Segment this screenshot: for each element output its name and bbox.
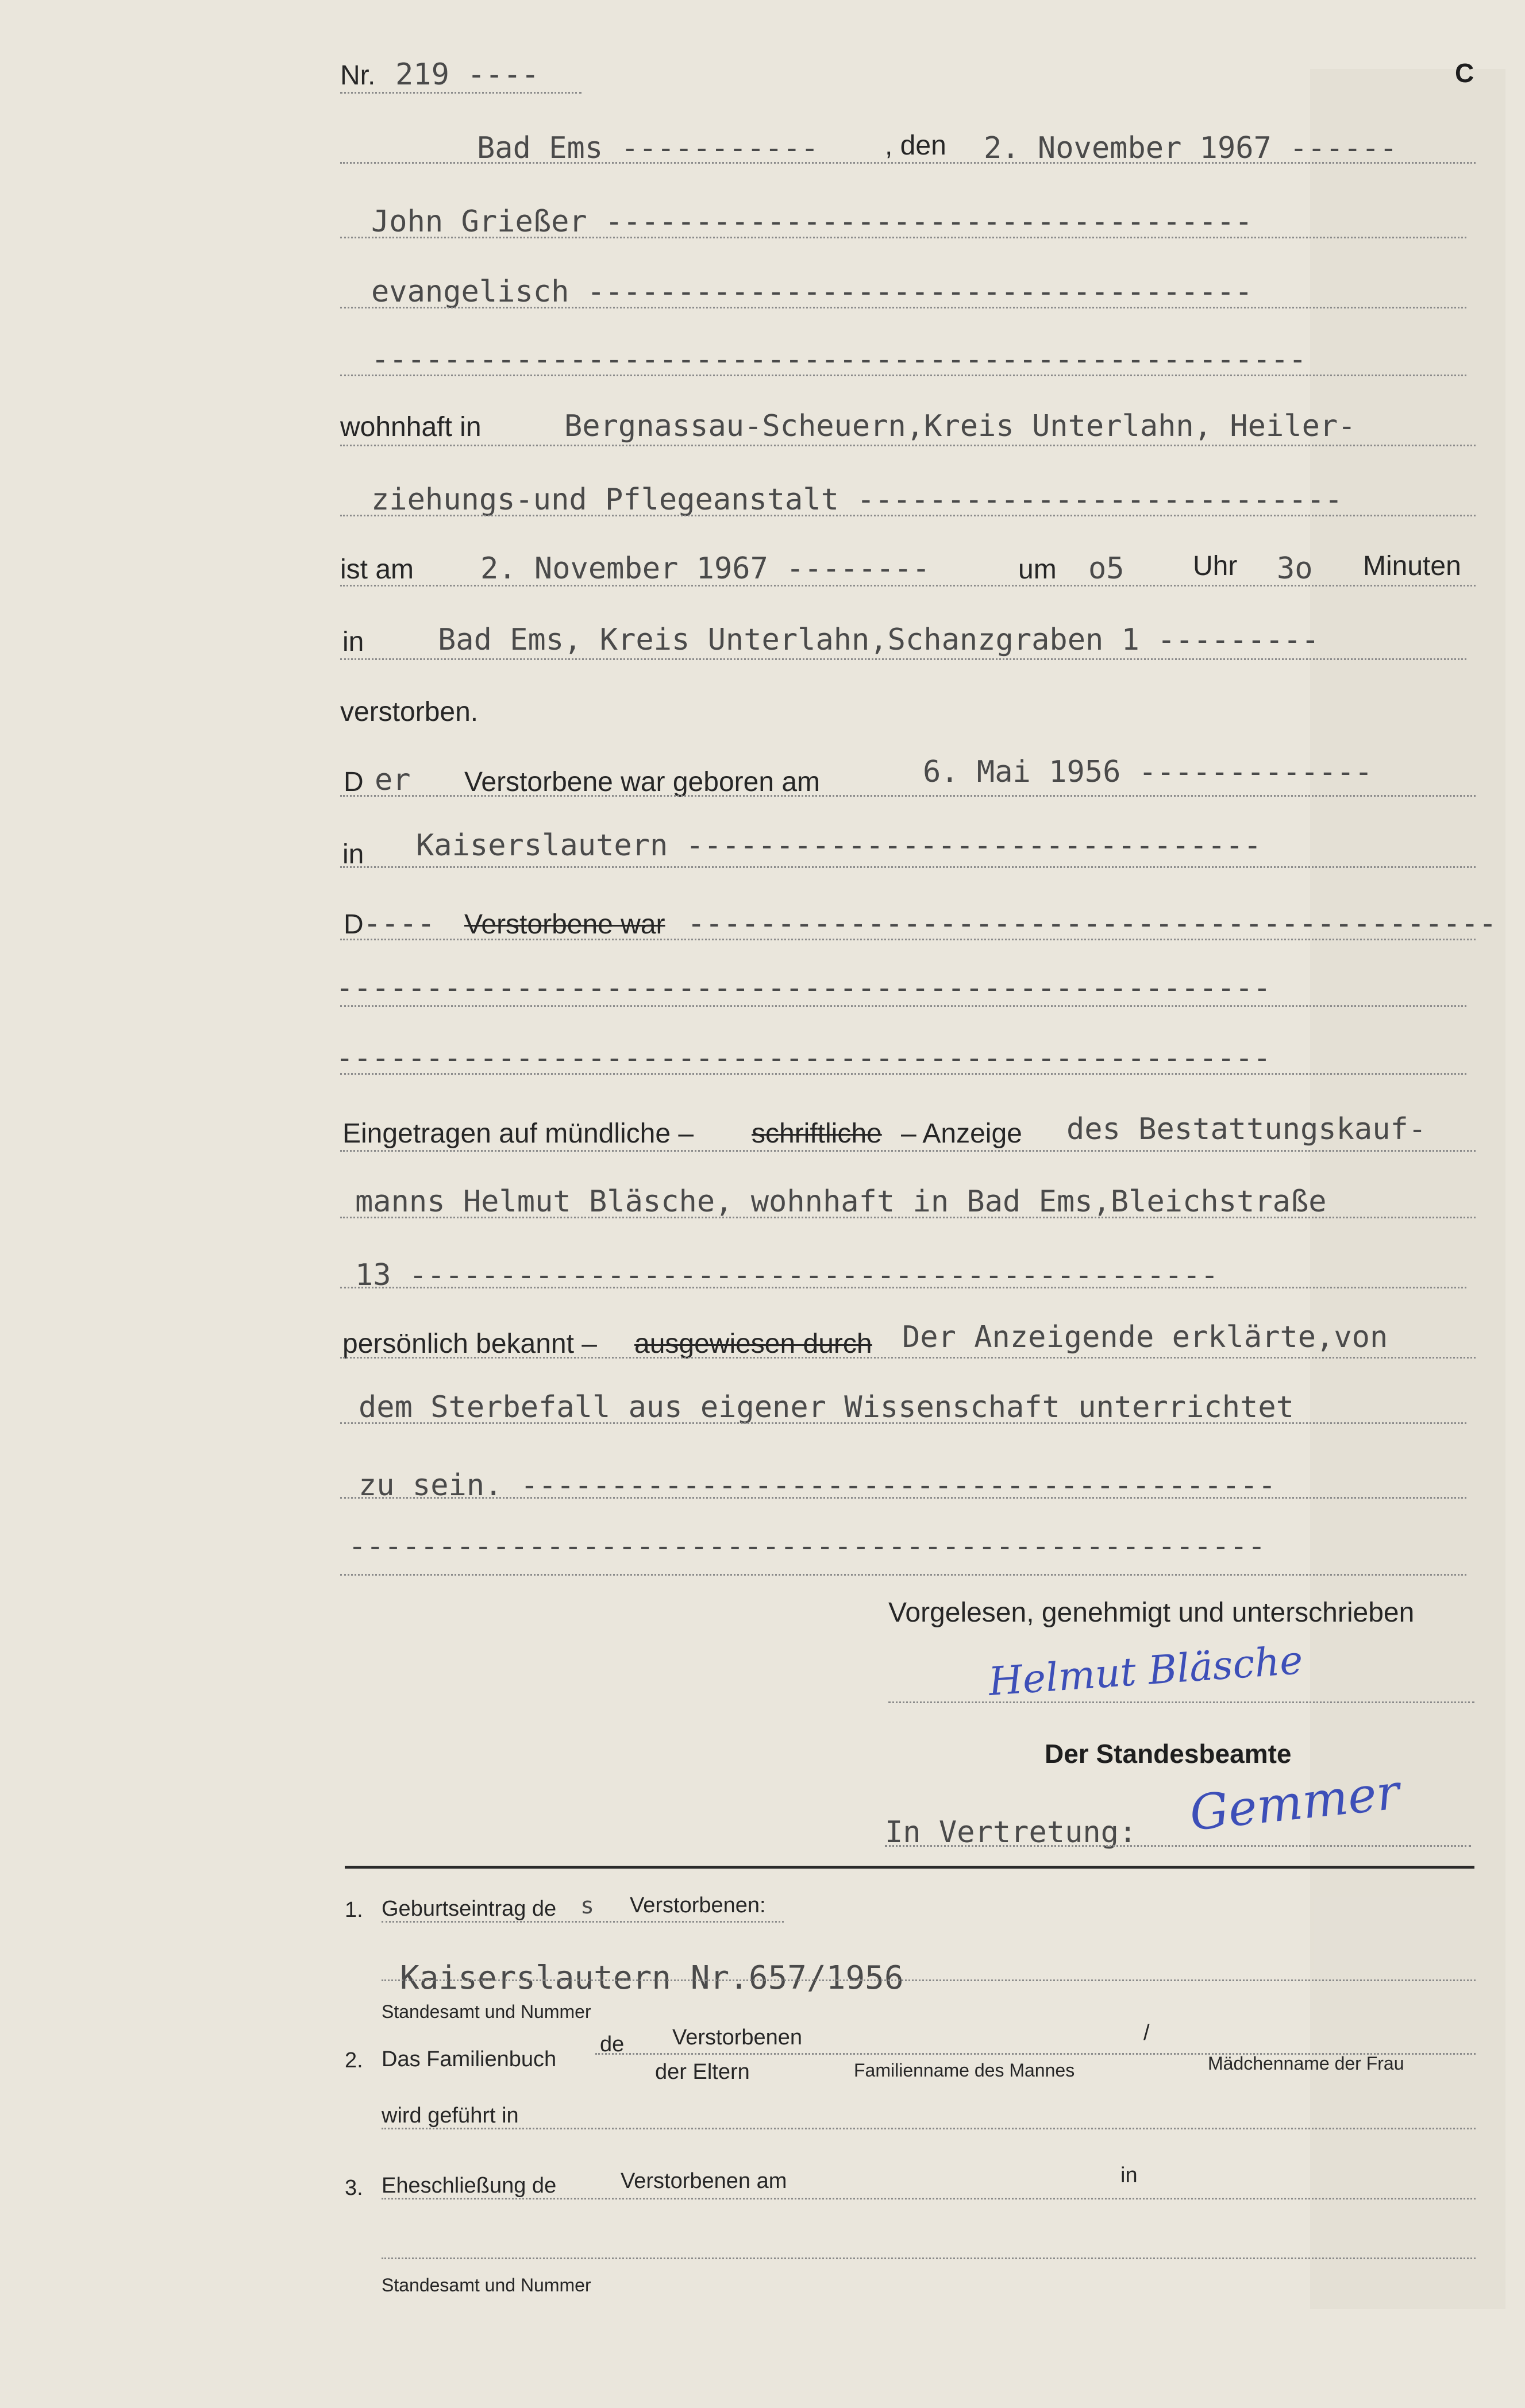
death-date-line (340, 585, 1476, 586)
report-struck-label: schriftliche (752, 1118, 882, 1149)
report-line-5: dem Sterbefall aus eigener Wissenschaft unterrichtet (359, 1390, 1294, 1425)
death-place: Bad Ems, Kreis Unterlahn,Schanzgraben 1 --------- (438, 623, 1320, 657)
read-approved-label: Vorgelesen, genehmigt und unterschrieben (888, 1597, 1415, 1628)
report-line-5-rule (340, 1422, 1466, 1424)
item-2-deceased: Verstorbenen (672, 2025, 803, 2050)
item-2-slash: / (1143, 2021, 1150, 2045)
known-label: persönlich bekannt – (342, 1329, 597, 1359)
verstorben-label: verstorben. (340, 697, 479, 727)
corner-letter: C (1455, 58, 1474, 88)
death-place-line (340, 658, 1466, 660)
report-line-7-rule (340, 1574, 1466, 1576)
spouse-line-2 (340, 1005, 1466, 1007)
item-1-value: Kaiserslautern Nr.657/1956 (400, 1959, 904, 1997)
report-line-3: 13 --------------------------------------------- (355, 1258, 1219, 1292)
uhr-label: Uhr (1193, 551, 1238, 581)
bleed-through-right (1310, 69, 1505, 2309)
item-1-label: Geburtseintrag de (382, 1897, 557, 1921)
time-um-label: um (1018, 554, 1057, 585)
known-struck-label: ausgewiesen durch (634, 1329, 872, 1359)
item-1-typed: s (580, 1893, 595, 1919)
registrar-signature-line (885, 1845, 1471, 1847)
den-label: , den (885, 130, 946, 161)
spouse-line-1 (340, 939, 1476, 940)
name-line (340, 237, 1466, 238)
birth-place-line (340, 866, 1476, 868)
death-minutes: 3o (1277, 551, 1313, 586)
report-line-2: manns Helmut Bläsche, wohnhaft in Bad Ems,Bleichstraße (355, 1184, 1327, 1219)
registry-date: 2. November 1967 ------ (984, 131, 1398, 165)
residence-line-2: ziehungs-und Pflegeanstalt --------------------------- (371, 483, 1343, 517)
item-3-label: Eheschließung de (382, 2174, 557, 2198)
spouse-line-3-dashes: ---------------------------------------------------- (336, 1041, 1271, 1075)
report-line-6-rule (340, 1497, 1466, 1499)
informant-signature-line (888, 1701, 1474, 1703)
item-3-line-1 (382, 2198, 1476, 2199)
report-line-7: --------------------------------------------------- (348, 1529, 1266, 1564)
registrar-label: Der Standesbeamte (1045, 1739, 1292, 1769)
spouse-dashes: ---- (363, 906, 436, 941)
death-hour: o5 (1088, 551, 1125, 586)
residence-label: wohnhaft in (340, 412, 482, 442)
report-line-2-rule (340, 1217, 1476, 1218)
birth-date-line (340, 795, 1476, 797)
deputy-label: In Vertretung: (885, 1815, 1137, 1850)
death-place-label: in (342, 627, 364, 657)
death-date-label: ist am (340, 554, 414, 585)
item-2-husband-name: Familienname des Mannes (854, 2060, 1075, 2081)
spouse-struck-label: Verstorbene war (464, 909, 665, 940)
spouse-d-label: D (344, 909, 364, 940)
item-2-number: 2. (345, 2048, 363, 2073)
informant-signature: Helmut Bläsche (987, 1637, 1304, 1705)
residence-line-1-rule (340, 445, 1476, 446)
registrar-signature: Gemmer (1187, 1763, 1403, 1842)
item-1-label-2: Verstorbenen: (630, 1893, 766, 1917)
registry-place: Bad Ems ----------- (477, 131, 819, 165)
item-2-de: de (600, 2032, 625, 2056)
item-1-value-line (382, 1979, 1476, 1981)
item-3-sub: Standesamt und Nummer (382, 2275, 591, 2295)
blank-line (340, 375, 1466, 376)
section-separator (345, 1866, 1474, 1869)
item-1-number: 1. (345, 1898, 363, 1922)
report-line-4: Der Anzeigende erklärte,von (902, 1320, 1388, 1354)
death-date: 2. November 1967 -------- (480, 551, 930, 586)
record-number-value: 219 ---- (395, 57, 540, 92)
item-3-number: 3. (345, 2176, 363, 2200)
item-3-in: in (1120, 2163, 1138, 2187)
birth-label: Verstorbene war geboren am (464, 767, 821, 797)
item-2-label: Das Familienbuch (382, 2047, 557, 2071)
birth-place: Kaiserslautern -------------------------------- (416, 828, 1262, 863)
residence-line-2-rule (340, 515, 1476, 516)
item-2-parents: der Eltern (655, 2060, 750, 2084)
item-1-sub: Standesamt und Nummer (382, 2001, 591, 2022)
spouse-line-3 (340, 1073, 1466, 1075)
item-3-line-2 (382, 2258, 1476, 2259)
record-number-line (340, 92, 581, 94)
record-number-label: Nr. (340, 60, 376, 91)
report-label-1: Eingetragen auf mündliche – (342, 1118, 694, 1149)
report-line-1-rule (340, 1150, 1476, 1152)
report-label-2: – Anzeige (901, 1118, 1022, 1149)
report-line-6: zu sein. ------------------------------------------ (359, 1468, 1276, 1503)
item-2-kept-in: wird geführt in (382, 2104, 519, 2128)
item-2-kept-line (382, 2128, 1476, 2129)
deceased-religion: evangelisch ------------------------------------- (371, 275, 1253, 309)
spouse-rest: --------------------------------------------- (687, 906, 1497, 941)
item-2-wife-name: Mädchenname der Frau (1208, 2053, 1404, 2074)
blank-line-dashes: ---------------------------------------------------- (371, 342, 1307, 377)
place-date-line (340, 162, 1476, 164)
minuten-label: Minuten (1363, 551, 1461, 581)
residence-line-1: Bergnassau-Scheuern,Kreis Unterlahn, Heiler- (564, 409, 1356, 443)
report-line-3-rule (340, 1287, 1466, 1288)
birth-place-label: in (342, 839, 364, 870)
birth-date: 6. Mai 1956 ------------- (923, 755, 1373, 789)
birth-d-label: D (344, 767, 364, 797)
item-3-deceased: Verstorbenen am (621, 2169, 787, 2193)
spouse-line-2-dashes: ---------------------------------------------------- (336, 971, 1271, 1005)
item-1-label-line (382, 1921, 784, 1923)
deceased-name: John Grießer ------------------------------------ (371, 204, 1253, 239)
religion-line (340, 307, 1466, 308)
report-line-4-rule (340, 1357, 1476, 1359)
report-line-1: des Bestattungskauf- (1066, 1112, 1427, 1147)
birth-d-typed: er (375, 763, 411, 797)
